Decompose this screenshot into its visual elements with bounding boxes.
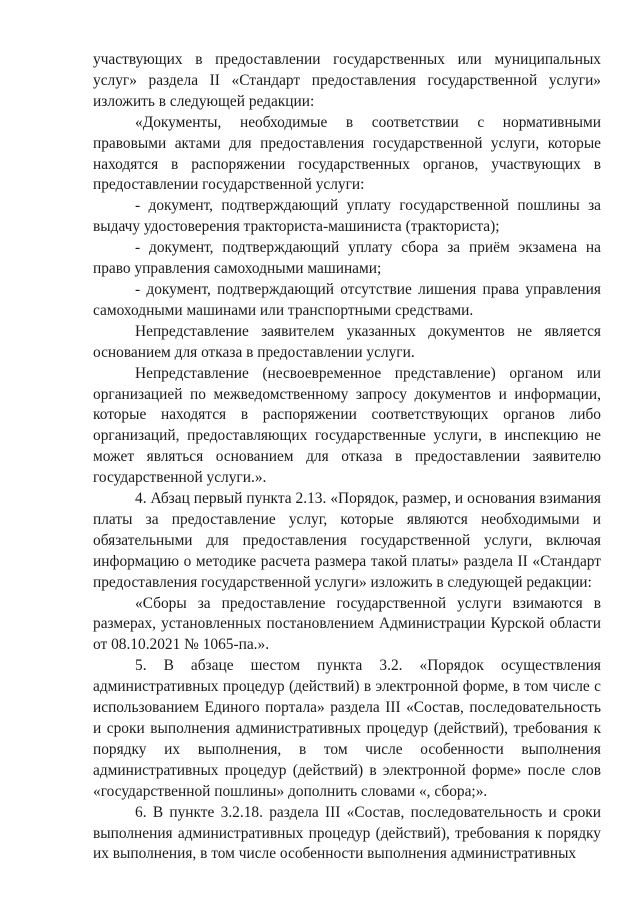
paragraph-continuation: участвующих в предоставлении государственных или муниципальных услуг» раздела II «Стандарт предоставления государственной услуги» изложить в следующей редакции:	[93, 51, 601, 110]
document-body	[93, 50, 601, 865]
paragraph-quote-documents: «Документы, необходимые в соответствии с нормативными правовыми актами для предоставления государственной услуги, которые находятся в распоряжении государственных органов, участвующих в предоставлении государственной услуги:	[93, 113, 601, 194]
paragraph-nonsubmission-agency: Непредставление (несвоевременное представление) органом или организацией по межведомственному запросу документов и информации, которые находятся в распоряжении соответствующих органов либо организаций, предоставляющих государственные услуги, в инспекцию не может являться основанием для отказа в предоставлении заявителю государственной услуги.».	[93, 364, 601, 487]
paragraph-item-5: 5. В абзаце шестом пункта 3.2. «Порядок осуществления административных процедур (действий) в электронной форме, в том числе с использованием Единого портала» раздела III «Состав, последовательность и сроки выполнения административных процедур (действий), требования к порядку их выполнения, в том числе особенности выполнения административных процедур (действий) в электронной форме» после слов «государственной пошлины» дополнить словами «, сбора;».	[93, 657, 601, 800]
list-item-no-deprivation: - документ, подтверждающий отсутствие лишения права управления самоходными машинами или транспортными средствами.	[93, 280, 601, 319]
paragraph-item-4: 4. Абзац первый пункта 2.13. «Порядок, размер, и основания взимания платы за предоставление услуг, которые являются необходимыми и обязательными для предоставления государственной услуги, включая информацию о методике расчета размера такой платы» раздела II «Стандарт предоставления государственной услуги» изложить в следующей редакции:	[93, 490, 601, 591]
list-item-exam-fee: - документ, подтверждающий уплату сбора за приём экзамена на право управления самоходными машинами;	[93, 239, 601, 278]
list-item-state-fee: - документ, подтверждающий уплату государственной пошлины за выдачу удостоверения тракториста-машиниста (тракториста);	[93, 197, 601, 236]
paragraph-fees-quote: «Сборы за предоставление государственной услуги взимаются в размерах, установленных постановлением Администрации Курской области от 08.10.2021 № 1065-па.».	[93, 594, 601, 654]
paragraph-item-6: 6. В пункте 3.2.18. раздела III «Состав, последовательность и сроки выполнения административных процедур (действий), требования к порядку их выполнения, в том числе особенности выполнения административных	[93, 803, 601, 863]
paragraph-nonsubmission-applicant: Непредставление заявителем указанных документов не является основанием для отказа в предоставлении услуги.	[93, 322, 601, 361]
